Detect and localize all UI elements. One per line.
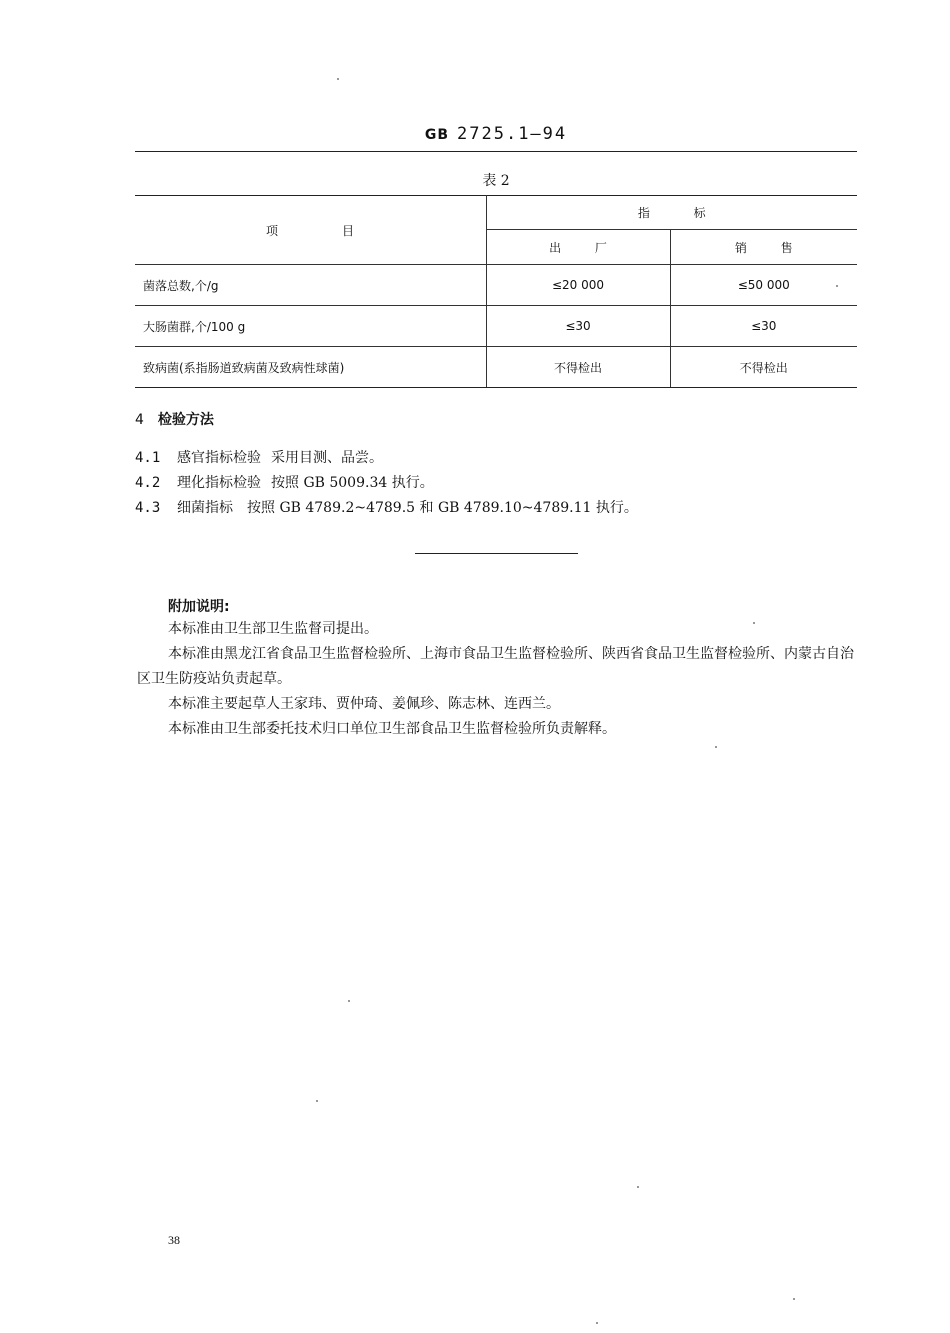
standard-prefix: GB — [424, 127, 450, 143]
clause-number: 4.2 — [135, 475, 161, 491]
clause-text: 按照 GB 5009.34 执行。 — [271, 475, 434, 491]
scan-speck — [596, 1322, 598, 1324]
scan-speck — [337, 78, 339, 80]
notes-paragraph: 本标准由卫生部卫生监督司提出。 — [168, 621, 378, 637]
clause-item — [135, 447, 383, 467]
clause-number: 4.3 — [135, 500, 161, 516]
item-column-header — [135, 196, 486, 265]
notes-paragraph: 本标准由黑龙江省食品卫生监督检验所、上海市食品卫生监督检验所、陕西省食品卫生监督检验所、内蒙古自治区卫生防疫站负责起草。 — [137, 646, 854, 687]
factory-column-header — [486, 230, 670, 265]
table-header-row — [135, 196, 857, 230]
notes-paragraph: 本标准主要起草人王家玮、贾仲琦、姜佩珍、陈志林、连西兰。 — [168, 696, 560, 712]
section-number: 4 — [135, 412, 144, 428]
end-separator — [415, 553, 578, 554]
scan-speck — [316, 1100, 318, 1102]
row-factory-value: 不得检出 — [486, 347, 670, 388]
standard-number: 2725.1—94 — [457, 124, 568, 144]
indicator-group-label: 指 标 — [637, 206, 706, 220]
indicator-table — [135, 195, 857, 388]
row-sales-value: ≤50 000 — [670, 265, 857, 306]
row-item-name: 大肠菌群,个/100 g — [135, 306, 486, 347]
table-caption: 表 2 — [482, 173, 510, 189]
sales-column-header — [670, 230, 857, 265]
row-factory-value: ≤30 — [486, 306, 670, 347]
clause-item — [135, 497, 638, 517]
clause-text: 采用目测、品尝。 — [271, 450, 383, 466]
notes-paragraph: 本标准由卫生部委托技术归口单位卫生部食品卫生监督检验所负责解释。 — [168, 721, 616, 737]
row-factory-value: ≤20 000 — [486, 265, 670, 306]
row-item-name: 菌落总数,个/g — [135, 265, 486, 306]
clause-item — [135, 472, 434, 492]
item-header-char-1: 项 — [266, 223, 279, 238]
scan-speck — [793, 1298, 795, 1300]
clause-title: 理化指标检验 — [177, 475, 261, 491]
section-title: 检验方法 — [157, 412, 214, 428]
page-number: 38 — [168, 1233, 180, 1247]
section-heading — [135, 409, 214, 429]
row-sales-value: ≤30 — [670, 306, 857, 347]
table-row — [135, 306, 857, 347]
item-header-char-2: 目 — [342, 223, 355, 238]
notes-heading: 附加说明: — [168, 599, 230, 615]
clause-text: 按照 GB 4789.2~4789.5 和 GB 4789.10~4789.11 执行。 — [247, 500, 638, 516]
indicator-group-header — [486, 196, 857, 230]
clause-title: 细菌指标 — [177, 500, 233, 516]
header-rule — [135, 151, 857, 152]
row-item-name: 致病菌(系指肠道致病菌及致病性球菌) — [135, 347, 486, 388]
scan-speck — [348, 1000, 350, 1002]
scan-speck — [637, 1186, 639, 1188]
table-row — [135, 347, 857, 388]
clause-number: 4.1 — [135, 450, 161, 466]
scan-speck — [715, 746, 717, 748]
standard-header — [135, 124, 857, 144]
row-sales-value: 不得检出 — [670, 347, 857, 388]
table-row — [135, 265, 857, 306]
scan-speck — [836, 285, 838, 287]
scan-speck — [753, 622, 755, 624]
clause-title: 感官指标检验 — [177, 450, 261, 466]
factory-header-label: 出 厂 — [549, 240, 607, 255]
sales-header-label: 销 售 — [734, 240, 793, 255]
